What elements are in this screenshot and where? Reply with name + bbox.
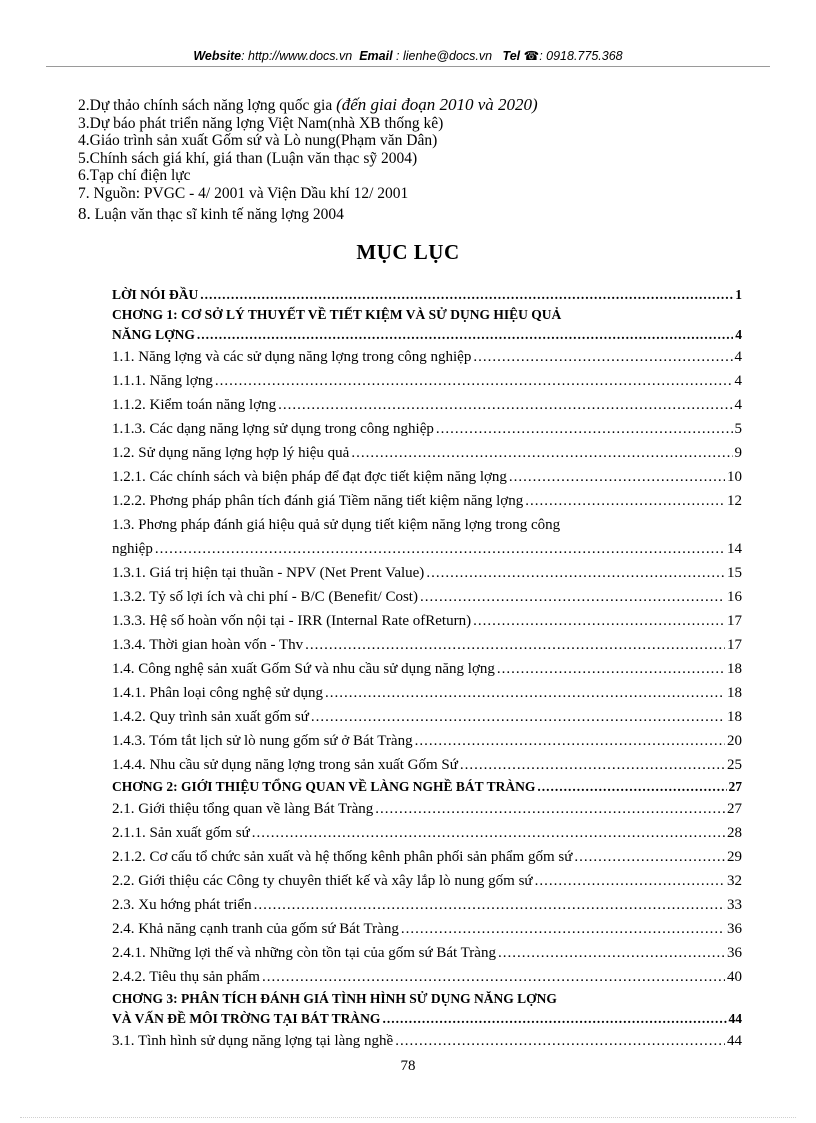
toc-entry[interactable]	[112, 345, 742, 369]
toc-entry[interactable]	[112, 869, 742, 893]
reference-list	[78, 96, 718, 224]
toc-leader-dots	[382, 1009, 726, 1029]
toc-entry[interactable]	[112, 941, 742, 965]
toc-leader-dots	[460, 753, 725, 777]
toc-entry-title: NĂNG LỢNG	[112, 327, 195, 342]
toc-entry[interactable]	[112, 285, 742, 305]
toc-leader-dots	[311, 705, 725, 729]
toc-leader-dots	[351, 441, 732, 465]
toc-page-number: 4	[734, 373, 742, 389]
toc-entry-title: 1.3. Phơng pháp đánh giá hiệu quả sử dụng tiết kiệm năng lợng trong công	[112, 517, 561, 533]
page-number: 78	[400, 1058, 416, 1074]
toc-page-number: 18	[727, 709, 742, 725]
reference-text: 4.Giáo trình sản xuất Gốm sứ và Lò nung(Phạm văn Dân)	[78, 132, 438, 149]
toc-leader-dots	[305, 633, 725, 657]
reference-text: 5.Chính sách giá khí, giá than (Luận văn thạc sỹ 2004)	[78, 149, 418, 167]
toc-leader-dots	[420, 585, 725, 609]
toc-entry-title: 1.2. Sử dụng năng lợng hợp lý hiệu quả	[112, 445, 350, 461]
toc-page-number: 18	[727, 661, 742, 677]
toc-entry[interactable]	[112, 561, 742, 585]
toc-page-number: 14	[727, 541, 742, 557]
toc-page-number: 5	[734, 421, 742, 437]
toc-entry-title: 1.3.3. Hệ số hoàn vốn nội tại - IRR (Internal Rate ofReturn)	[112, 613, 472, 629]
toc-leader-dots	[537, 777, 726, 797]
toc-entry[interactable]	[112, 489, 742, 513]
reference-text: 7. Nguồn: PVGC - 4/ 2001 và Viện Dầu khí 12/ 2001	[78, 184, 409, 202]
toc-leader-dots	[200, 285, 733, 305]
toc-entry[interactable]	[112, 797, 742, 821]
toc-leader-dots	[436, 417, 733, 441]
toc-page-number: 32	[727, 873, 742, 889]
toc-page-number: 17	[727, 613, 742, 629]
table-of-contents	[112, 285, 742, 1053]
toc-page-number: 1	[735, 287, 742, 302]
reference-text: 3.Dự báo phát triển năng lợng Việt Nam(nhà XB thống kê)	[78, 114, 444, 132]
toc-entry-title: 3.1. Tình hình sử dụng năng lợng tại làng nghề	[112, 1033, 394, 1049]
reference-text: Luận văn thạc sĩ kinh tế năng lợng 2004	[90, 206, 344, 223]
toc-entry-title: CHƠNG 3: PHÂN TÍCH ĐÁNH GIÁ TÌNH HÌNH SỬ DỤNG NĂNG LỢNG	[112, 991, 557, 1006]
toc-leader-dots	[509, 465, 725, 489]
toc-entry-title: 1.4.2. Quy trình sản xuất gốm sứ	[112, 709, 309, 725]
toc-entry-title: 2.1.2. Cơ cấu tổ chức sản xuất và hệ thống kênh phân phối sản phẩm gốm sứ	[112, 849, 573, 865]
email-label: Email	[359, 49, 393, 63]
toc-entry-title: 2.1. Giới thiệu tổng quan về làng Bát Tràng	[112, 801, 374, 817]
toc-entry[interactable]	[112, 513, 742, 537]
website-value[interactable]: : http://www.docs.vn	[241, 49, 353, 63]
toc-entry[interactable]	[112, 845, 742, 869]
toc-leader-dots	[395, 1029, 725, 1053]
toc-entry-title: 1.4.3. Tóm tắt lịch sử lò nung gốm sứ ở Bát Tràng	[112, 733, 413, 749]
toc-entry-title: CHƠNG 1: CƠ SỞ LÝ THUYẾT VỀ TIẾT KIỆM VÀ SỬ DỤNG HIỆU QUẢ	[112, 307, 562, 322]
toc-entry-title: 2.1.1. Sản xuất gốm sứ	[112, 825, 250, 841]
toc-entry[interactable]	[112, 537, 742, 561]
toc-entry[interactable]	[112, 369, 742, 393]
toc-page-number: 16	[727, 589, 742, 605]
toc-page-number: 4	[734, 349, 742, 365]
toc-entry-title: 2.2. Giới thiệu các Công ty chuyên thiết kế và xây lắp lò nung gốm sứ	[112, 873, 533, 889]
toc-entry[interactable]	[112, 681, 742, 705]
reference-italic-text: (đến giai đoạn 2010 và 2020)	[336, 95, 538, 114]
toc-page-number: 9	[734, 445, 742, 461]
toc-leader-dots	[525, 489, 725, 513]
toc-page-number: 4	[735, 327, 742, 342]
toc-entry[interactable]	[112, 1029, 742, 1053]
toc-entry[interactable]	[112, 705, 742, 729]
toc-page-number: 29	[727, 849, 742, 865]
toc-entry-title: 1.1.3. Các dạng năng lợng sử dụng trong công nghiệp	[112, 421, 434, 437]
reference-text: 2.Dự thảo chính sách năng lợng quốc gia	[78, 97, 337, 114]
toc-entry[interactable]	[112, 657, 742, 681]
toc-entry-title: 1.1.1. Năng lợng	[112, 373, 213, 389]
toc-leader-dots	[278, 393, 732, 417]
toc-entry-title: 1.3.4. Thời gian hoàn vốn - Thv	[112, 637, 304, 653]
reference-item	[78, 167, 718, 185]
toc-page-number: 36	[727, 921, 742, 937]
toc-leader-dots	[325, 681, 725, 705]
toc-entry-title: VÀ VẤN ĐỀ MÔI TRỜNG TẠI BÁT TRÀNG	[112, 1011, 381, 1026]
reference-item	[78, 115, 718, 133]
toc-leader-dots	[498, 941, 725, 965]
toc-entry[interactable]	[112, 989, 742, 1009]
toc-page-number: 36	[727, 945, 742, 961]
toc-leader-dots	[215, 369, 733, 393]
toc-entry[interactable]	[112, 821, 742, 845]
website-label: Website	[193, 49, 242, 63]
toc-entry-title: 1.2.2. Phơng pháp phân tích đánh giá Tiềm năng tiết kiệm năng lợng	[112, 493, 524, 509]
toc-page-number: 44	[727, 1033, 742, 1049]
tel-value: : 0918.775.368	[539, 49, 623, 63]
toc-page-number: 27	[727, 801, 742, 817]
toc-leader-dots	[574, 845, 725, 869]
toc-page-number: 44	[728, 1011, 742, 1026]
toc-leader-dots	[252, 821, 725, 845]
reference-item	[78, 96, 718, 115]
toc-entry-title: 2.3. Xu hớng phát triển	[112, 897, 252, 913]
toc-leader-dots	[473, 345, 732, 369]
toc-leader-dots	[535, 869, 725, 893]
toc-title: MỤC LỤC	[356, 240, 460, 264]
tel-label: Tel	[502, 49, 521, 63]
toc-entry-title: 1.4.4. Nhu cầu sử dụng năng lợng trong sản xuất Gốm Sứ	[112, 757, 458, 773]
toc-entry[interactable]	[112, 305, 742, 325]
toc-leader-dots	[254, 893, 725, 917]
toc-entry[interactable]	[112, 417, 742, 441]
footer-divider	[20, 1117, 796, 1118]
toc-entry[interactable]	[112, 441, 742, 465]
toc-page-number: 10	[727, 469, 742, 485]
toc-entry-title: 1.2.1. Các chính sách và biện pháp để đạt đợc tiết kiệm năng lợng	[112, 469, 507, 485]
toc-entry-title: 1.3.2. Tỷ số lợi ích và chi phí - B/C (Benefit/ Cost)	[112, 589, 418, 605]
toc-entry[interactable]	[112, 633, 742, 657]
toc-leader-dots	[262, 965, 725, 989]
toc-leader-dots	[426, 561, 725, 585]
toc-page-number: 25	[727, 757, 742, 773]
toc-entry[interactable]	[112, 777, 742, 797]
toc-page-number: 17	[727, 637, 742, 653]
toc-page-number: 27	[728, 779, 742, 794]
toc-entry-title: 2.4.2. Tiêu thụ sản phẩm	[112, 969, 260, 985]
toc-entry-title: 1.1. Năng lợng và các sử dụng năng lợng trong công nghiệp	[112, 349, 472, 365]
toc-page-number: 20	[727, 733, 742, 749]
toc-entry-title: 1.4. Công nghệ sản xuất Gốm Sứ và nhu cầu sử dụng năng lợng	[112, 661, 495, 677]
phone-icon: ☎	[523, 49, 540, 63]
toc-entry-title: CHƠNG 2: GIỚI THIỆU TỔNG QUAN VỀ LÀNG NGHỀ BÁT TRÀNG	[112, 779, 536, 794]
toc-entry-title: 2.4.1. Những lợi thế và những còn tồn tại của gốm sứ Bát Tràng	[112, 945, 496, 961]
toc-entry[interactable]	[112, 609, 742, 633]
toc-entry[interactable]	[112, 393, 742, 417]
toc-entry-title: 1.3.1. Giá trị hiện tại thuần - NPV (Net Prent Value)	[112, 565, 425, 581]
toc-entry-title: 1.1.2. Kiểm toán năng lợng	[112, 397, 277, 413]
email-value[interactable]: : lienhe@docs.vn	[396, 49, 493, 63]
toc-leader-dots	[197, 325, 733, 345]
toc-leader-dots	[473, 609, 725, 633]
toc-page-number: 40	[727, 969, 742, 985]
toc-entry[interactable]	[112, 729, 742, 753]
toc-entry[interactable]	[112, 1009, 742, 1029]
toc-entry[interactable]	[112, 753, 742, 777]
toc-page-number: 12	[727, 493, 742, 509]
toc-entry-title: 2.4. Khả năng cạnh tranh của gốm sứ Bát Tràng	[112, 921, 399, 937]
toc-leader-dots	[155, 537, 725, 561]
toc-entry[interactable]	[112, 917, 742, 941]
reference-item	[78, 205, 718, 224]
toc-page-number: 33	[727, 897, 742, 913]
reference-item	[78, 185, 718, 203]
toc-page-number: 4	[734, 397, 742, 413]
toc-page-number: 28	[727, 825, 742, 841]
toc-entry-title: LỜI NÓI ĐẦU	[112, 287, 199, 302]
toc-leader-dots	[415, 729, 725, 753]
toc-entry[interactable]	[112, 965, 742, 989]
toc-entry[interactable]	[112, 585, 742, 609]
toc-leader-dots	[401, 917, 725, 941]
reference-item	[78, 150, 718, 168]
toc-entry[interactable]	[112, 465, 742, 489]
reference-text: 6.Tạp chí điện lực	[78, 167, 191, 184]
toc-page-number: 15	[727, 565, 742, 581]
toc-entry-title: 1.4.1. Phân loại công nghệ sử dụng	[112, 685, 324, 701]
reference-item	[78, 132, 718, 150]
reference-number: 8.	[78, 204, 91, 223]
header-divider	[46, 66, 770, 67]
page-header	[0, 48, 816, 63]
toc-leader-dots	[497, 657, 725, 681]
toc-entry[interactable]	[112, 893, 742, 917]
toc-entry-title: nghiệp	[112, 541, 153, 557]
toc-leader-dots	[375, 797, 725, 821]
toc-page-number: 18	[727, 685, 742, 701]
toc-entry[interactable]	[112, 325, 742, 345]
